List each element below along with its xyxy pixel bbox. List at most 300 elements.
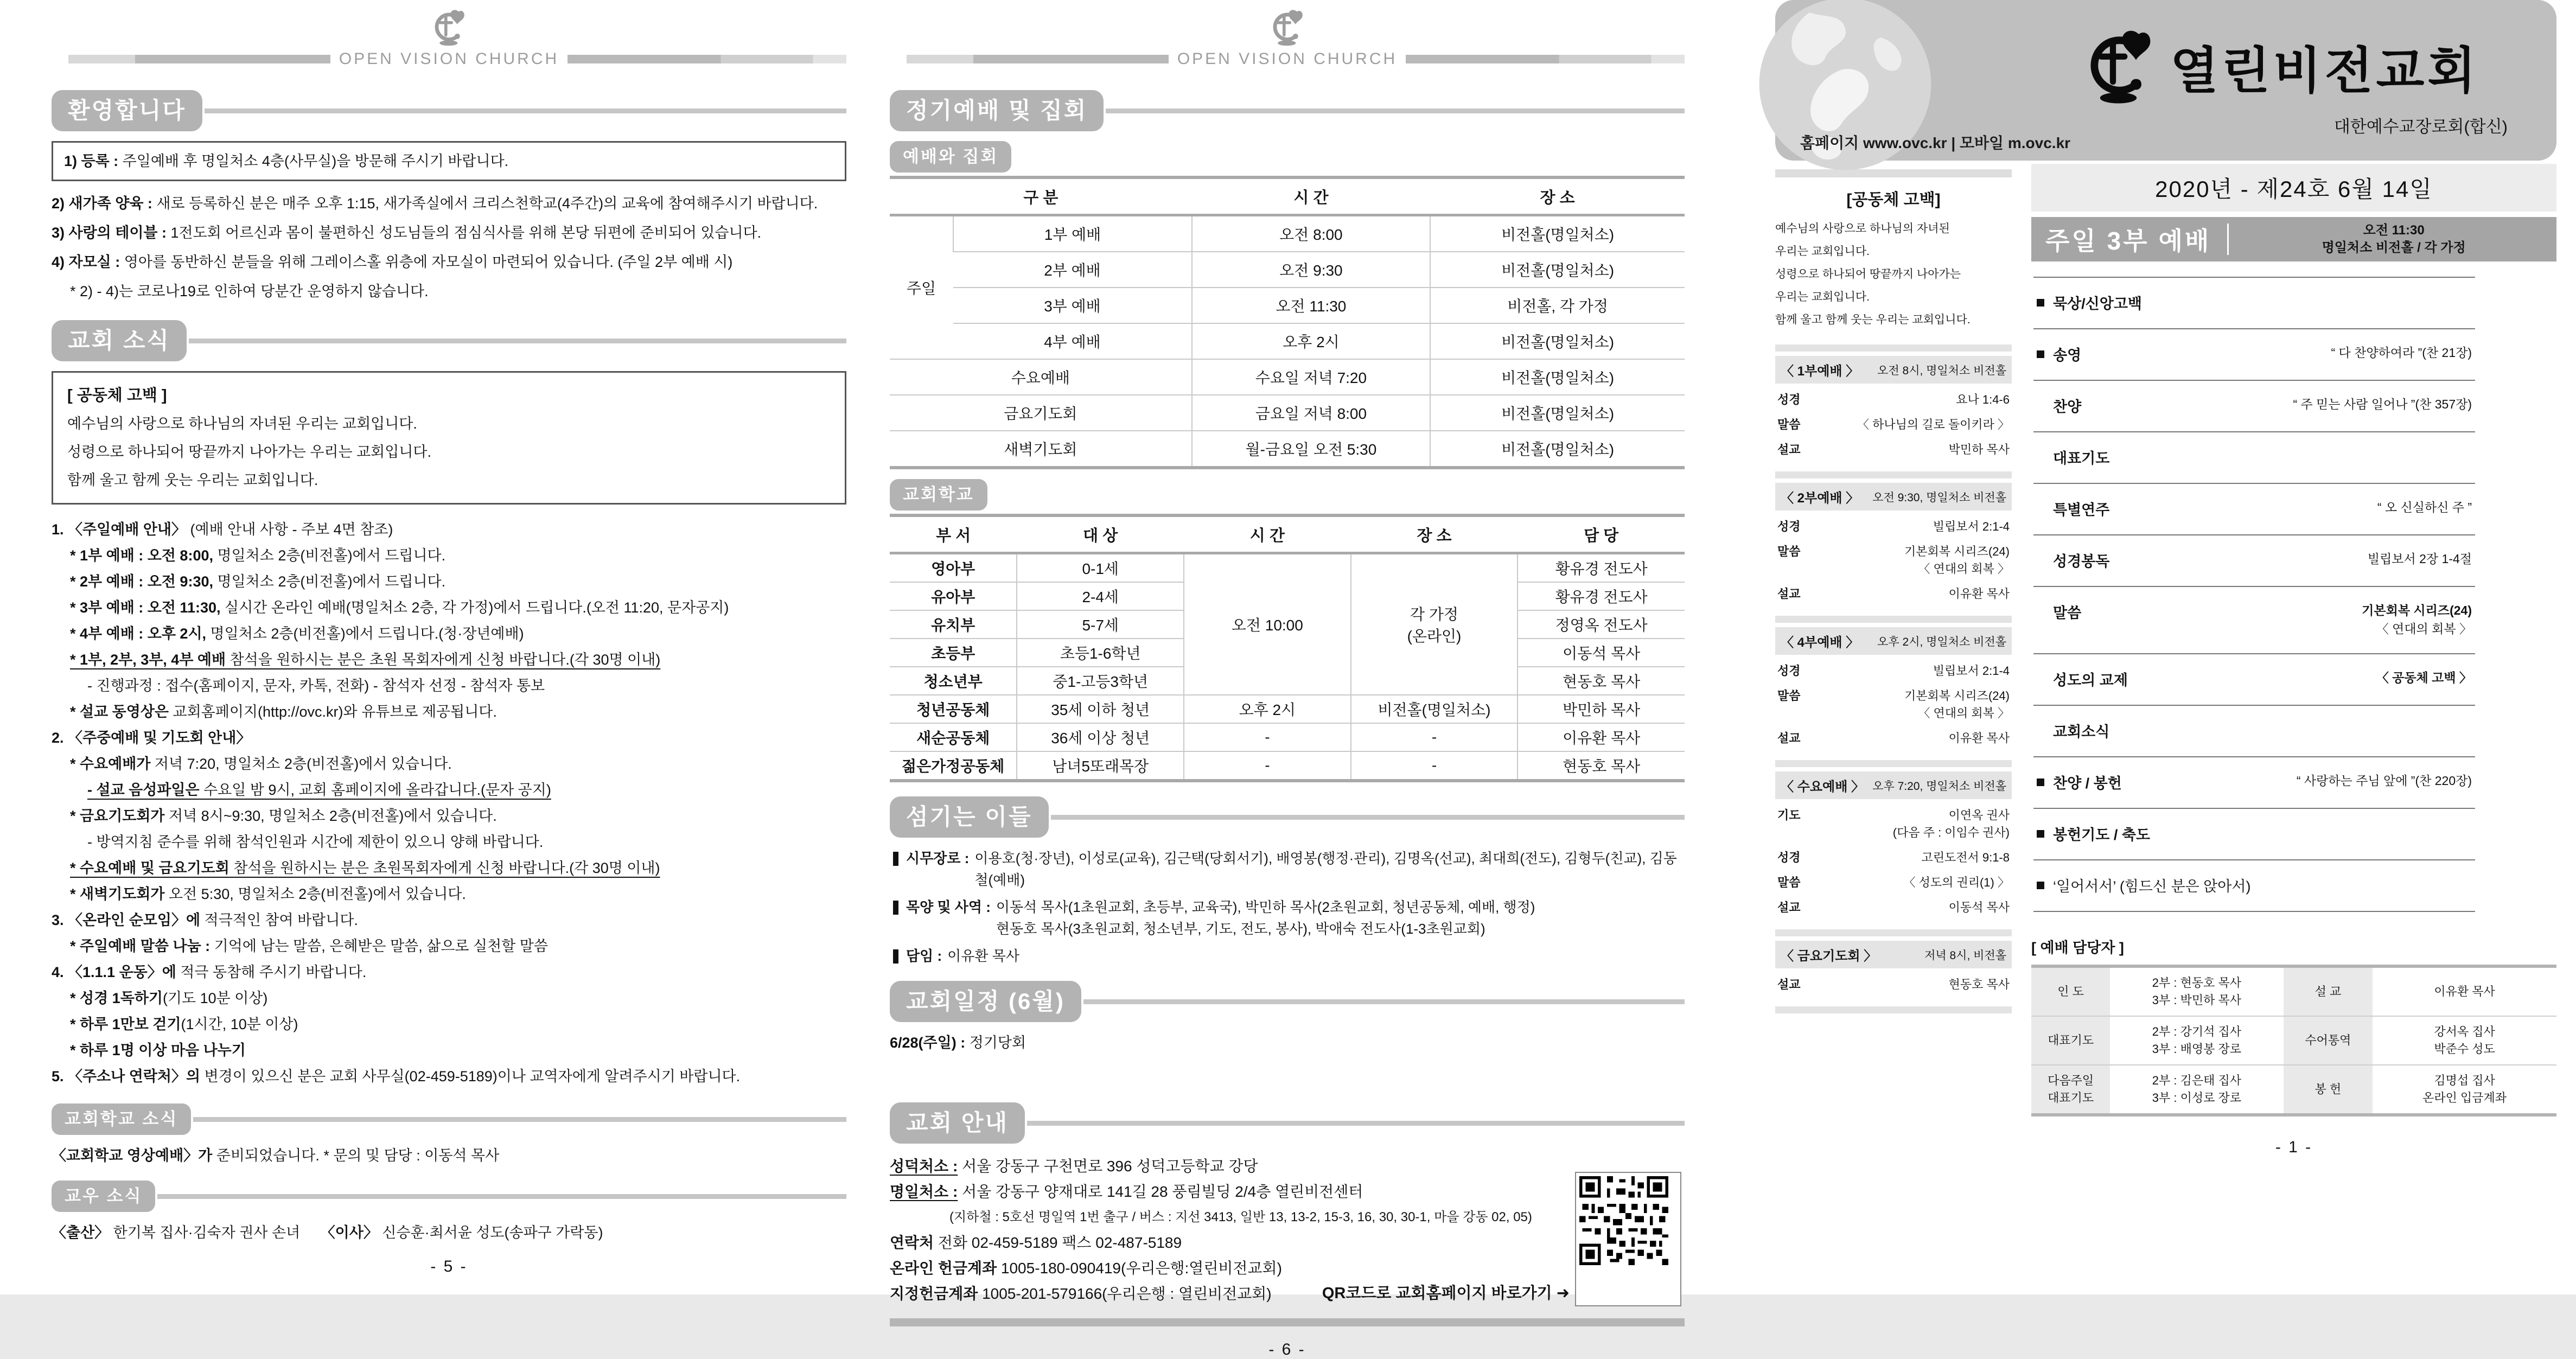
assignment-label [2284, 966, 2373, 1016]
service-name: 3부 예배 [953, 288, 1192, 323]
info-row-transit: (지하철 : 5호선 명일역 1번 출구 / 버스 : 지선 3413, 일반 13, 13-2, 15-3, 16, 30, 30-1, 마을 강동 02, 05) [949, 1210, 1532, 1224]
order-row [2033, 860, 2475, 912]
value-line: 박준수 성도 [2434, 1042, 2495, 1056]
row-value: 이유환 목사 [1948, 731, 2010, 745]
value-line: 〈 연대의 회복 〉 [1918, 562, 2010, 576]
label-text: 교회소식 [2053, 724, 2110, 740]
item-lead: * 하루 1명 이상 마음 나누기 [70, 1042, 246, 1058]
contact-label: 연락처 [890, 1234, 934, 1251]
label-text: 특별연주 [2053, 502, 2110, 518]
brand-row [2079, 26, 2479, 107]
order-value: 〈 공동체 고백 〉 [2376, 671, 2472, 685]
square-bullet-icon [893, 901, 898, 915]
item-lead: 2. 〈주중예배 및 기도회 안내〉 [52, 730, 251, 746]
page-5 [52, 0, 846, 1276]
table-row [890, 252, 1685, 288]
service-name: 〈 1부예배 〉 [1781, 364, 1859, 379]
servants-line: 이동석 목사(1초원교회, 초등부, 교육국), 박민하 목사(2초원교회, 청년공동체, 예배, 행정) [996, 899, 1535, 915]
target: 0-1세 [1017, 553, 1184, 583]
divider [1775, 929, 2012, 936]
time: - [1184, 723, 1351, 751]
col-dept: 부 서 [890, 515, 1017, 553]
confession-title: [ 공동체 고백 ] [67, 387, 167, 404]
col-time: 시 간 [1184, 515, 1351, 553]
value-line: 3부 : 박민하 목사 [2152, 993, 2241, 1007]
service-place: 비전홀(명일처소) [1430, 323, 1685, 359]
online-account-label: 온라인 헌금계좌 [890, 1260, 997, 1277]
divider [1775, 1006, 2012, 1013]
order-value: “ 주 믿는 사람 일어나 ”(찬 357장) [2293, 397, 2472, 411]
confession-line: 예수님의 사랑으로 하나님의 자녀된 우리는 교회입니다. [67, 416, 417, 432]
value-line: 2부 : 현동호 목사 [2152, 976, 2241, 990]
label-text: 봉헌기도 / 축도 [2053, 827, 2150, 843]
header-bar-right [1406, 55, 1685, 63]
value-line: 기본회복 시리즈(24) [1904, 545, 2010, 558]
label-text: 대표기도 [2053, 450, 2110, 467]
page-1 [1775, 0, 2556, 1157]
item-lead: * 주일예배 말씀 나눔 : [70, 938, 211, 954]
order-row [2033, 654, 2475, 706]
servants-item [890, 847, 1685, 891]
order-value: “ 오 신실하신 주 ” [2377, 500, 2472, 514]
move-text: 신승훈·최서윤 성도(송파구 가락동) [378, 1224, 603, 1241]
table-row [890, 215, 1685, 252]
service-place: 비전홀(명일처소) [1430, 431, 1685, 468]
table-header-row [890, 515, 1685, 553]
table-row [890, 359, 1685, 395]
confession-line: 성령으로 하나되어 땅끝까지 나아가는 우리는 교회입니다. [67, 444, 431, 460]
page-6 [890, 0, 1685, 1359]
item-lead: * 설교 동영상은 [70, 704, 169, 720]
tab-line [1106, 109, 1685, 113]
assignments-title: [ 예배 담당자 ] [2031, 940, 2124, 956]
item-rest: 오전 5:30, 명일처소 2층(비전홀)에서 있습니다. [164, 886, 466, 902]
lead: 황유경 전도사 [1517, 553, 1685, 583]
banner-time: 오전 11:30 [2363, 223, 2425, 238]
move-label: 〈이사〉 [320, 1224, 378, 1241]
item-rest: 영아를 동반하신 분들을 위해 그레이스홀 위층에 자모실이 마련되어 있습니다. (주일 2부 예배 시) [120, 254, 733, 270]
church-name-en: OPEN VISION CHURCH [1177, 50, 1398, 68]
service-row [1777, 687, 2010, 722]
lead: 이동석 목사 [1517, 639, 1685, 667]
designated-account-text: 1005-201-579166(우리은행 : 열린비전교회) [978, 1285, 1272, 1302]
church-name-en: OPEN VISION CHURCH [339, 50, 559, 68]
divider [1775, 471, 2012, 478]
service-time: 오전 8:00 [1192, 215, 1431, 252]
order-row [2033, 535, 2475, 587]
service-banner [2031, 217, 2556, 261]
col-time: 시 간 [1192, 177, 1431, 215]
table-row [890, 723, 1685, 751]
value-line: (다음 주 : 이임수 권사) [1892, 826, 2010, 839]
servants-label: 목양 및 사역 : [906, 899, 991, 915]
order-row [2033, 809, 2475, 860]
item-rest: 변경이 있으신 분은 교회 사무실(02-459-5189)이나 교역자에게 알려주시기 바랍니다. [200, 1068, 741, 1084]
item-rest: (예배 안내 사항 - 주보 4면 참조) [186, 521, 393, 538]
item-rest: 저녁 7:20, 명일처소 2층(비전홀)에서 있습니다. [150, 756, 452, 772]
confession-line: 함께 울고 함께 웃는 우리는 교회입니다. [67, 472, 318, 488]
square-bullet-icon [2037, 779, 2044, 786]
item-lead: 3. 〈온라인 순모임〉에 [52, 912, 201, 928]
service-name: 〈 2부예배 〉 [1781, 491, 1859, 506]
birth-label: 〈출산〉 [52, 1224, 110, 1241]
row-value: 고린도전서 9:1-8 [1921, 851, 2010, 864]
news-title: 교회 소식 [52, 320, 187, 361]
page1-number: - 1 - [2275, 1138, 2313, 1156]
service-time: 오전 9:30 [1192, 252, 1431, 288]
assignments-table [2031, 965, 2556, 1116]
row-label: 설교 [1777, 731, 1801, 745]
item-lead: * 성경 1독하기 [70, 990, 163, 1006]
page1-left-column [1775, 164, 2012, 1157]
item-lead: - 설교 음성파일은 [87, 782, 200, 798]
table-row [890, 695, 1685, 723]
servants-item [890, 945, 1685, 967]
divider [1775, 760, 2012, 767]
item-rest: 명일처소 2층(비전홀)에서 드립니다. [213, 547, 446, 564]
assignment-label [2031, 1065, 2110, 1115]
target: 2-4세 [1017, 582, 1184, 610]
row-label: 말씀 [1777, 418, 1801, 431]
service-row [1777, 874, 2010, 891]
cross-heart-logo-icon [429, 8, 469, 48]
wednesday-service-header [1775, 771, 2012, 799]
dept [890, 553, 1017, 583]
assignment-value [2373, 966, 2556, 1016]
row-label: 말씀 [1777, 545, 1801, 558]
service-when: 오후 7:20, 명일처소 비전홀 [1872, 780, 2006, 793]
news-item [52, 543, 846, 569]
info-row [890, 1281, 1570, 1306]
place: 비전홀(명일처소) [1351, 695, 1518, 723]
row-label: 설교 [1777, 443, 1801, 456]
item-lead: * 1부, 2부, 3부, 4부 예배 [70, 652, 226, 668]
servants-section-header [890, 796, 1685, 838]
online-account-text: 1005-180-090419(우리은행:열린비전교회) [997, 1260, 1282, 1277]
table-header-row [890, 177, 1685, 215]
order-label [2037, 395, 2081, 416]
service-row [1777, 899, 2010, 916]
denomination: 대한예수교장로회(합신) [2333, 117, 2508, 136]
label-text: ‘일어서서’ (힘드신 분은 앉아서) [2053, 878, 2251, 895]
square-bullet-icon [893, 852, 898, 866]
news-item [52, 829, 846, 855]
assignment-value [2110, 1016, 2283, 1065]
sunday-cell: 주일 [890, 215, 953, 360]
value-line: 이유환 목사 [2434, 985, 2495, 998]
news-item [52, 595, 846, 621]
value-line: 〈 연대의 회복 〉 [2376, 622, 2472, 636]
item-rest: 교회홈페이지(http://ovc.kr)와 유튜브로 제공됩니다. [169, 704, 497, 720]
item-lead: * 2부 예배 : 오전 9:30, [70, 573, 213, 590]
table-row [890, 431, 1685, 468]
target: 남녀5또래목장 [1017, 751, 1184, 781]
place: - [1351, 751, 1518, 781]
item-rest: 새로 등록하신 분은 매주 오후 1:15, 새가족실에서 크리스천학교(4주간)의 교육에 참여해주시기 바랍니다. [152, 195, 818, 212]
page6-header [890, 0, 1685, 76]
label-line: 대표기도 [2048, 1091, 2094, 1105]
order-label [2037, 550, 2109, 571]
news-item [52, 569, 846, 595]
item-lead: * 수요예배 및 금요기도회 [70, 860, 229, 876]
worship-subsection [890, 141, 1685, 173]
row-value: 현동호 목사 [1948, 978, 2010, 991]
item-lead: * 금요기도회가 [70, 808, 165, 824]
order-label [2037, 875, 2250, 896]
order-value [2362, 601, 2472, 638]
service-1-header [1775, 356, 2012, 384]
item-rest: 기억에 남는 말씀, 은혜받은 말씀, 삶으로 실천할 말씀 [210, 938, 548, 954]
info-row [890, 1153, 1570, 1179]
value-line: 기본회복 시리즈(24) [1904, 689, 2010, 703]
dept-name: 영아부 [931, 560, 975, 577]
dept-name: 유치부 [931, 617, 975, 634]
item-lead: 3) 사랑의 테이블 : [52, 225, 167, 241]
service-place: 비전홀(명일처소) [1430, 395, 1685, 431]
news-item [52, 803, 846, 829]
welcome-box [52, 141, 846, 181]
item-rest: - 진행과정 : 접수(홈페이지, 문자, 카톡, 전화) - 참석자 선정 - 참석자 통보 [87, 678, 545, 694]
label-text: 성도의 교제 [2053, 672, 2128, 688]
order-label [2037, 498, 2109, 519]
service-row [1777, 730, 2010, 747]
order-row [2033, 484, 2475, 535]
service-row [1777, 416, 2010, 433]
order-label [2037, 823, 2150, 844]
table-row [890, 395, 1685, 431]
news-item [52, 959, 846, 985]
service-banner-when [2245, 222, 2542, 257]
value-line: 기본회복 시리즈(24) [2362, 603, 2472, 617]
service-place: 비전홀, 각 가정 [1430, 288, 1685, 323]
school-table [890, 514, 1685, 782]
welcome-box-lead: 1) 등록 : [64, 153, 119, 169]
confession-title: [공동체 고백] [1846, 191, 1941, 209]
qr-code [1575, 1172, 1681, 1306]
banner-place: 명일처소 비전홀 / 각 가정 [2322, 240, 2466, 255]
target: 35세 이하 청년 [1017, 695, 1184, 723]
item-rest: (기도 10분 이상) [162, 990, 268, 1006]
welcome-section-header [52, 90, 846, 131]
col-place: 장 소 [1430, 177, 1685, 215]
item-lead: 1. 〈주일예배 안내〉 [52, 521, 187, 538]
place-merged [1351, 553, 1518, 696]
assignment-value [2373, 1065, 2556, 1115]
label-text: 묵상/신앙고백 [2053, 296, 2142, 312]
row-value: 이유환 목사 [1948, 587, 2010, 601]
square-bullet-icon [2037, 299, 2044, 307]
assignment-label [2284, 1016, 2373, 1065]
servants-label: 시무장로 : [906, 850, 970, 866]
table-row [890, 553, 1685, 583]
label-text: 성경봉독 [2053, 553, 2110, 570]
place-line: 각 가정 [1410, 606, 1458, 623]
tab-line [1083, 999, 1685, 1004]
divider [1775, 616, 2012, 623]
square-bullet-icon [2037, 350, 2044, 358]
worship-title: 정기예배 및 집회 [890, 90, 1104, 131]
time: 오후 2시 [1184, 695, 1351, 723]
square-bullet-icon [2037, 882, 2044, 889]
header-bar-row [890, 50, 1685, 68]
col-type: 구 분 [890, 177, 1192, 215]
dept [890, 582, 1017, 610]
service-row [1777, 543, 2010, 578]
welcome-title: 환영합니다 [52, 90, 202, 131]
news-item [52, 516, 846, 543]
row-label: 성경 [1777, 851, 1801, 864]
item-rest: (1시간, 10분 이상) [181, 1016, 298, 1032]
label-line: 인 도 [2057, 985, 2084, 998]
order-label [2037, 668, 2128, 690]
row-value: 〈 하나님의 길로 돌이키라 〉 [1857, 418, 2010, 431]
table-row [890, 288, 1685, 323]
servants-text: 이용호(청·장년), 이성로(교육), 김근택(당회서기), 배영봉(행정·관리), 김명옥(선교), 최대희(전도), 김형두(친교), 김동철(예배) [974, 850, 1677, 888]
dept [890, 751, 1017, 781]
dept [890, 639, 1017, 667]
news-item [52, 621, 846, 647]
news-item [52, 647, 846, 673]
table-row [890, 323, 1685, 359]
value-line: 김명섭 집사 [2434, 1074, 2495, 1087]
news-item [52, 1063, 846, 1089]
service-name: 〈 수요예배 〉 [1781, 780, 1865, 794]
addr1-text: 서울 강동구 구천면로 396 성덕고등학교 강당 [958, 1158, 1258, 1175]
addr2-text: 서울 강동구 양재대로 141길 28 풍림빌딩 2/4층 열린비전센터 [958, 1183, 1363, 1200]
news-item [52, 881, 846, 907]
schedule-title: 교회일정 (6월) [890, 981, 1081, 1022]
welcome-item [52, 218, 846, 247]
item-rest: 명일처소 2층(비전홀)에서 드립니다. [213, 573, 446, 590]
confession-line: 함께 울고 함께 웃는 우리는 교회입니다. [1775, 314, 1971, 326]
row-value: 〈 성도의 권리(1) 〉 [1903, 876, 2010, 889]
service-row [1777, 391, 2010, 409]
assignment-label [2031, 1016, 2110, 1065]
order-label [2037, 446, 2109, 468]
service-row [1777, 441, 2010, 458]
item-rest: - 방역지침 준수를 위해 참석인원과 시간에 제한이 있으니 양해 바랍니다. [87, 834, 544, 850]
target: 초등1-6학년 [1017, 639, 1184, 667]
info-row [890, 1255, 1570, 1281]
website-line: 홈페이지 www.ovc.kr | 모바일 m.ovc.kr [1800, 135, 2071, 151]
lead: 현동호 목사 [1517, 751, 1685, 781]
item-rest: 준비되었습니다. * 문의 및 담당 : 이동석 목사 [212, 1147, 500, 1164]
header-bar-right [568, 55, 846, 63]
service-banner-title: 주일 3부 예배 [2045, 227, 2211, 255]
service-when: 저녁 8시, 비전홀 [1924, 949, 2006, 962]
news-item [52, 777, 846, 803]
row-value [1904, 543, 2010, 578]
service-place: 비전홀(명일처소) [1430, 215, 1685, 252]
item-lead: * 4부 예배 : 오후 2시, [70, 626, 207, 642]
school-news-title: 교회학교 소식 [52, 1103, 191, 1135]
confession-line: 예수님의 사랑으로 하나님의 자녀된 [1775, 222, 1950, 235]
value-line: 강서옥 집사 [2434, 1025, 2495, 1038]
service-time: 월-금요일 오전 5:30 [1192, 431, 1431, 468]
time-merged: 오전 10:00 [1184, 553, 1351, 696]
schedule-text [890, 1032, 1685, 1054]
value-line: 〈 연대의 회복 〉 [1918, 706, 2010, 720]
school-news-text [52, 1145, 846, 1166]
assignment-label [2031, 966, 2110, 1016]
service-name: 4부 예배 [953, 323, 1192, 359]
news-item [52, 985, 846, 1011]
dept [890, 723, 1017, 751]
row-value [1904, 687, 2010, 722]
service-row [1777, 662, 2010, 680]
table-row [890, 751, 1685, 781]
servants-item [890, 896, 1685, 940]
header-bar-left [52, 55, 330, 63]
news-item [52, 751, 846, 777]
col-lead: 담 당 [1517, 515, 1685, 553]
confession-line: 성령으로 하나되어 땅끝까지 나아가는 [1775, 268, 1961, 280]
bottom-rule [890, 1318, 1685, 1326]
service-2-header [1775, 483, 2012, 511]
service-name: 〈 금요기도회 〉 [1781, 949, 1877, 964]
servants-title: 섬기는 이들 [890, 796, 1049, 838]
addr1-label: 성덕처소 : [890, 1158, 958, 1175]
label-line: 수어통역 [2305, 1033, 2351, 1047]
row-label: 성경 [1777, 520, 1801, 533]
service-time: 수요일 저녁 7:20 [1192, 359, 1431, 395]
servants-label: 담임 : [906, 948, 942, 964]
lead: 이유환 목사 [1517, 723, 1685, 751]
row-value: 요나 1:4-6 [1956, 393, 2010, 406]
service-place: 비전홀(명일처소) [1430, 359, 1685, 395]
service-time: 금요일 저녁 8:00 [1192, 395, 1431, 431]
member-news-title: 교우 소식 [52, 1181, 155, 1212]
news-item [52, 699, 846, 725]
order-value: 빌립보서 2장 1-4절 [2367, 552, 2472, 566]
page1-columns [1775, 164, 2556, 1157]
label-line: 대표기도 [2048, 1033, 2094, 1047]
item-lead: * 수요예배가 [70, 756, 151, 772]
order-row [2033, 329, 2475, 381]
service-place: 비전홀(명일처소) [1430, 252, 1685, 288]
news-section-header [52, 320, 846, 361]
item-rest: 참석을 원하시는 분은 초원 목회자에게 신청 바랍니다.(각 30명 이내) [226, 652, 661, 668]
item-lead: * 3부 예배 : 오전 11:30, [70, 599, 221, 616]
assignment-value [2110, 966, 2283, 1016]
welcome-box-rest: 주일예배 후 명일처소 4층(사무실)을 방문해 주시기 바랍니다. [118, 153, 509, 169]
service-name: 금요기도회 [890, 395, 1192, 431]
birth-text: 한기복 집사·김숙자 권사 손녀 [109, 1224, 301, 1241]
item-lead: 4. 〈1.1.1 운동〉에 [52, 964, 176, 980]
lead: 박민하 목사 [1517, 695, 1685, 723]
info-row [890, 1179, 1570, 1204]
confession-box [52, 371, 846, 505]
label-line: 다음주일 [2048, 1074, 2094, 1087]
place: - [1351, 723, 1518, 751]
school-news-header [52, 1103, 846, 1135]
order-row [2033, 706, 2475, 757]
table-row [2031, 1065, 2556, 1115]
item-rest: 저녁 8시~9:30, 명일처소 2층(비전홀)에서 있습니다. [164, 808, 497, 824]
order-row [2033, 381, 2475, 432]
table-row [2031, 966, 2556, 1016]
row-label: 성경 [1777, 393, 1801, 406]
value-line: 2부 : 김은태 집사 [2152, 1074, 2241, 1087]
servants-text: 이유환 목사 [947, 948, 1019, 964]
row-value [1893, 807, 2010, 841]
item-rest: 명일처소 2층(비전홀)에서 드립니다.(청·장년예배) [206, 626, 524, 642]
news-item [52, 725, 846, 751]
news-item [52, 933, 846, 959]
target: 5-7세 [1017, 610, 1184, 639]
church-info-text [890, 1153, 1570, 1306]
worship-table [890, 176, 1685, 469]
